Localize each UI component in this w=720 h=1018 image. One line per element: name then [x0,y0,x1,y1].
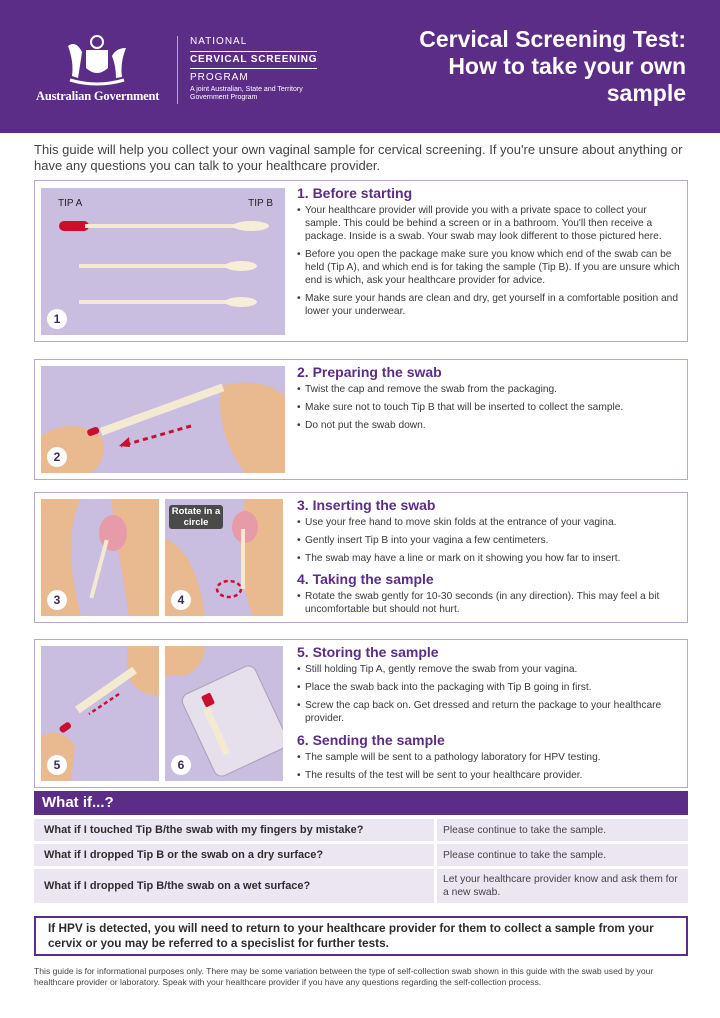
rotating-swab-illustration [165,499,283,616]
coat-of-arms-logo [62,34,132,86]
bullet: • Screw the cap back on. Get dressed and return the package to your healthcare provider. [297,699,683,725]
bullet: • Gently insert Tip B into your vagina a few centimeters. [297,534,683,547]
step-heading: 1. Before starting [297,185,413,201]
removing-swab-illustration [41,646,159,781]
answer-cell: Please continue to take the sample. [434,819,688,841]
intro-text: This guide will help you collect your own vaginal sample for cervical screening. If you're unsure about anything or have any questions you can talk to your healthcare provider. [34,142,683,173]
tip-a-label: TIP A [58,198,83,209]
step-bullets [297,516,683,565]
bullet: • Your healthcare provider will provide you with a private space to collect your sample. This could be behind a screen or in a bathroom. You'll then receive a package. Inside is a swab. Your swab may look different to those pictured here. [297,204,683,243]
bullet: • Place the swab back into the packaging with Tip B going in first. [297,681,683,694]
whatif-table [34,819,688,906]
question-cell: What if I dropped Tip B/the swab on a wet surface? [44,880,311,892]
bullet: • Before you open the package make sure you know which end of the swab can be held (Tip A), and which end is for taking the sample (Tip B). If you are unsure which end is which, ask your healthcare provider for advice. [297,248,683,287]
bullet: • Make sure not to touch Tip B that will be inserted to collect the sample. [297,401,683,414]
bullet: • Still holding Tip A, gently remove the swab from your vagina. [297,663,683,676]
step-panel-2 [34,359,688,480]
answer-cell: Please continue to take the sample. [434,844,688,866]
bullet: • The results of the test will be sent to your healthcare provider. [297,769,683,782]
table-row [34,819,688,841]
step-number-badge: 5 [47,755,67,775]
swab-drawing [41,188,285,335]
bullet: • Twist the cap and remove the swab from the packaging. [297,383,683,396]
step-text-6 [297,732,683,787]
rotate-label: Rotate in a circle [169,505,223,529]
storing-swab-illustration [165,646,283,781]
program-line-4: A joint Australian, State and Territory Government Program [190,86,303,101]
step-text-5 [297,644,683,730]
step-bullets [297,751,683,782]
program-line-2: CERVICAL SCREENING [190,51,317,69]
bullet: • The sample will be sent to a pathology laboratory for HPV testing. [297,751,683,764]
step-heading: 6. Sending the sample [297,732,445,748]
bullet: • Rotate the swab gently for 10-30 seconds (in any direction). This may feel a bit uncomfortable but should not hurt. [297,590,683,616]
bullet: • Make sure your hands are clean and dry, get yourself in a comfortable position and lower your underwear. [297,292,683,318]
bullet: • Use your free hand to move skin folds at the entrance of your vagina. [297,516,683,529]
disclaimer-text: This guide is for informational purposes only. There may be some variation between the type of self-collection swab shown in this guide with the swab used by your healthcare provider or laboratory. Speak with your healthcare provider if you have any questions regarding the self-collection process. [34,966,654,987]
step-bullets [297,204,683,318]
step-heading: 2. Preparing the swab [297,364,442,380]
bullet: • Do not put the swab down. [297,419,683,432]
header-divider [177,36,178,104]
step-number-badge: 1 [47,309,67,329]
step-number-badge: 2 [47,447,67,467]
step-number-badge: 4 [171,590,191,610]
preparing-swab-drawing [41,366,285,473]
question-cell: What if I touched Tip B/the swab with my fingers by mistake? [44,824,364,836]
table-row [34,844,688,866]
step-panel-1 [34,180,688,342]
preparing-swab-illustration [41,366,285,473]
step-heading: 4. Taking the sample [297,571,434,587]
swab-illustration [41,188,285,335]
step-text-3 [297,497,683,570]
step-bullets [297,383,683,432]
step-number-badge: 6 [171,755,191,775]
hpv-notice: If HPV is detected, you will need to return to your healthcare provider for them to collect a sample from your cervix or you may be referred to a specislist for further tests. [34,916,688,956]
government-name: Australian Government [36,89,160,103]
header-banner [0,0,720,133]
program-logo [190,36,340,102]
program-line-3: PROGRAM [190,72,249,83]
step-bullets [297,663,683,725]
step-text-2 [297,364,683,437]
step-text-1 [297,185,683,323]
step-bullets [297,590,683,616]
step-panel-3-4 [34,492,688,623]
whatif-heading: What if...? [34,791,688,815]
step-heading: 5. Storing the sample [297,644,439,660]
program-line-1: NATIONAL [190,36,248,47]
answer-cell: Let your healthcare provider know and ask them for a new swab. [434,869,688,903]
step-text-4 [297,571,683,621]
step-heading: 3. Inserting the swab [297,497,436,513]
tip-b-label: TIP B [248,198,273,209]
question-cell: What if I dropped Tip B or the swab on a dry surface? [44,849,324,861]
inserting-swab-illustration [41,499,159,616]
page-title: Cervical Screening Test: How to take your own sample [419,26,686,106]
table-row [34,869,688,903]
step-panel-5-6 [34,639,688,788]
step-number-badge: 3 [47,590,67,610]
bullet: • The swab may have a line or mark on it showing you how far to insert. [297,552,683,565]
